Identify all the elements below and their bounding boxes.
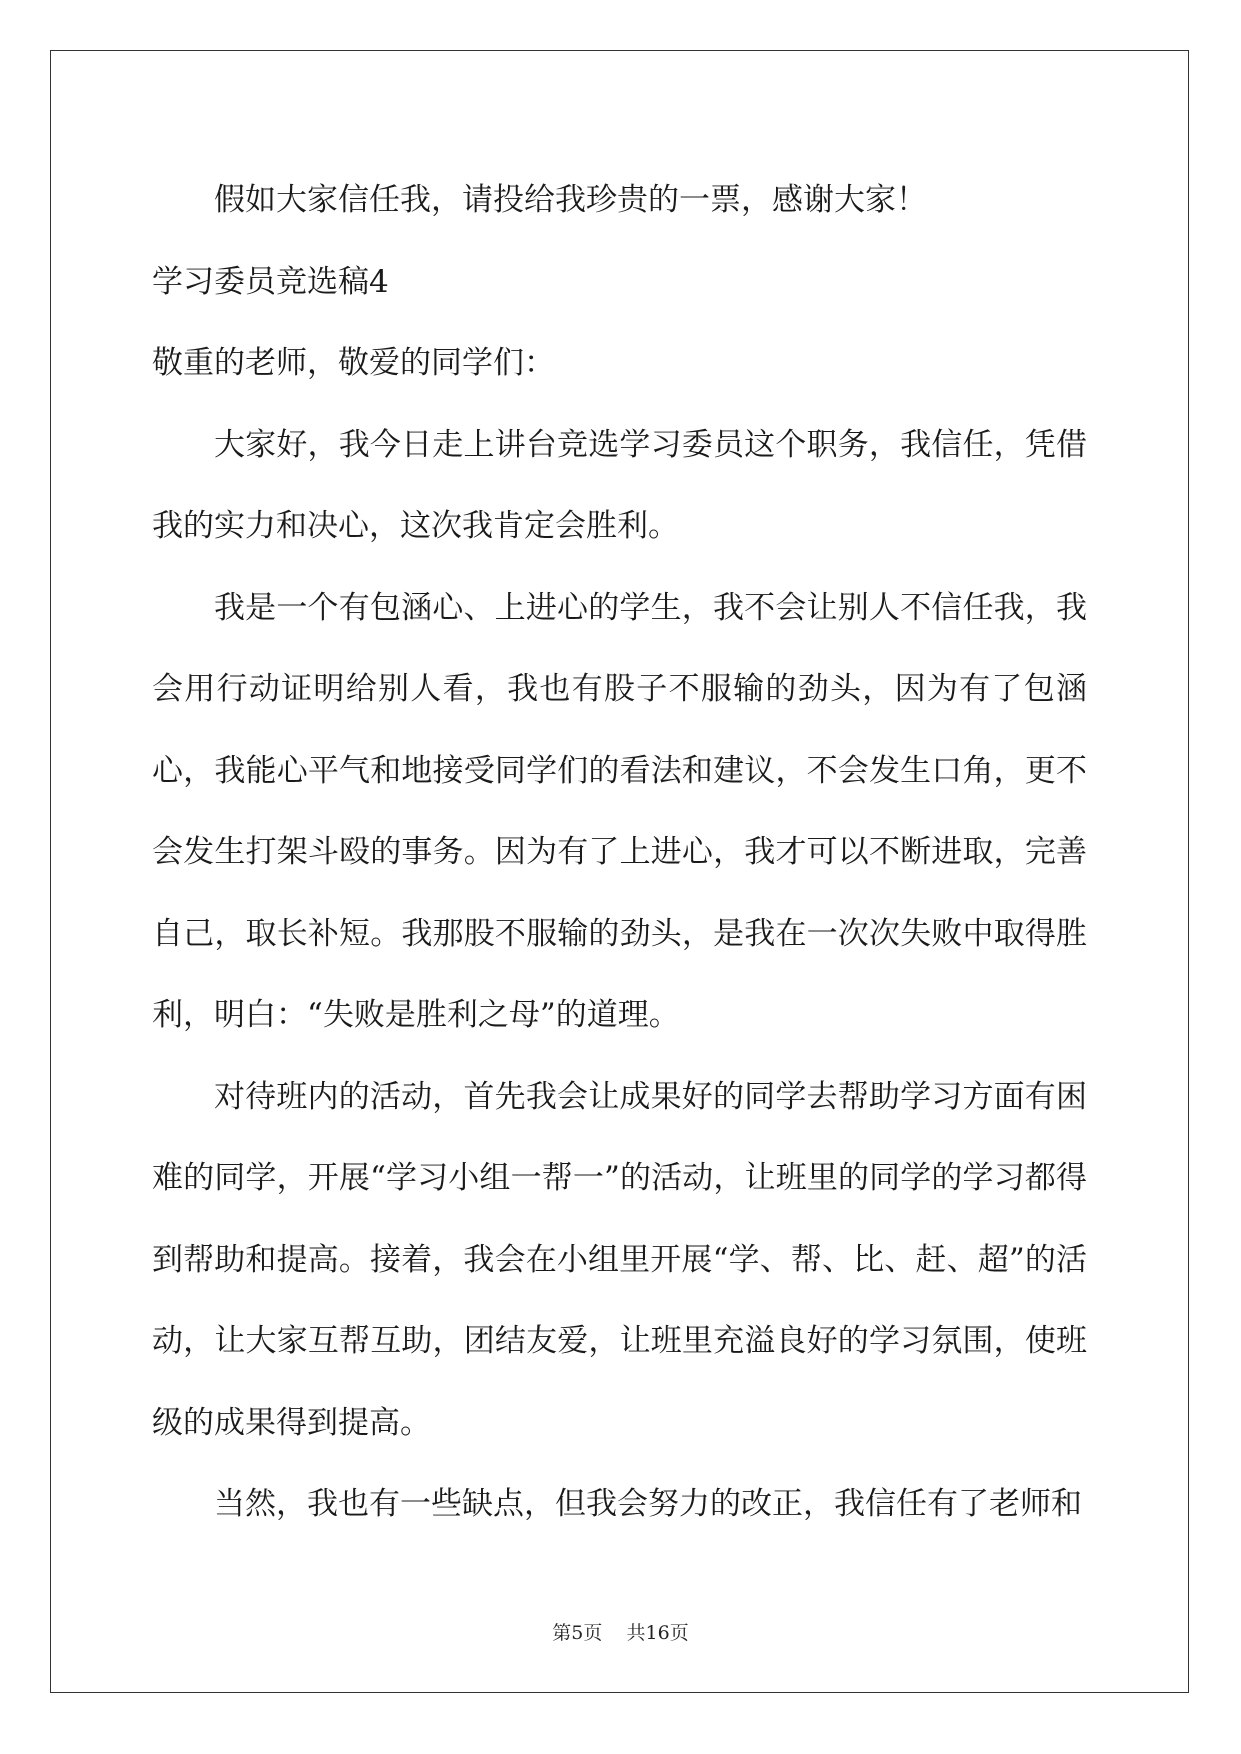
paragraph-activities: 对待班内的活动，首先我会让成果好的同学去帮助学习方面有困难的同学，开展“学习小组一帮一”的活动，让班里的同学的学习都得到帮助和提高。接着，我会在小组里开展“学、帮、比、赶、超”的活动，让大家互帮互助，团结友爱，让班里充溢良好的学习氛围，使班级的成果得到提高。 [152,1078,1087,1441]
page-footer: 第5页 共16页 [552,1622,689,1644]
paragraph-character: 我是一个有包涵心、上进心的学生，我不会让别人不信任我，我会用行动证明给别人看，我也有股子不服输的劲头，因为有了包涵心，我能心平气和地接受同学们的看法和建议，不会发生口角，更不会发生打架斗殴的事务。因为有了上进心，我才可以不断进取，完善自己，取长补短。我那股不服输的劲头，是我在一次次失败中取得胜利，明白：“失败是胜利之母”的道理。 [152,589,1087,1033]
section-heading: 学习委员竞选稿4 [152,263,389,300]
document-body [152,160,1087,1546]
paragraph-shortcomings: 当然，我也有一些缺点，但我会努力的改正，我信任有了老师和 [214,1486,1082,1522]
paragraph-closing-line: 假如大家信任我，请投给我珍贵的一票，感谢大家！ [214,182,927,218]
paragraph-greeting: 大家好，我今日走上讲台竞选学习委员这个职务，我信任，凭借我的实力和决心，这次我肯定会胜利。 [152,426,1087,544]
salutation: 敬重的老师，敬爱的同学们： [152,345,555,381]
